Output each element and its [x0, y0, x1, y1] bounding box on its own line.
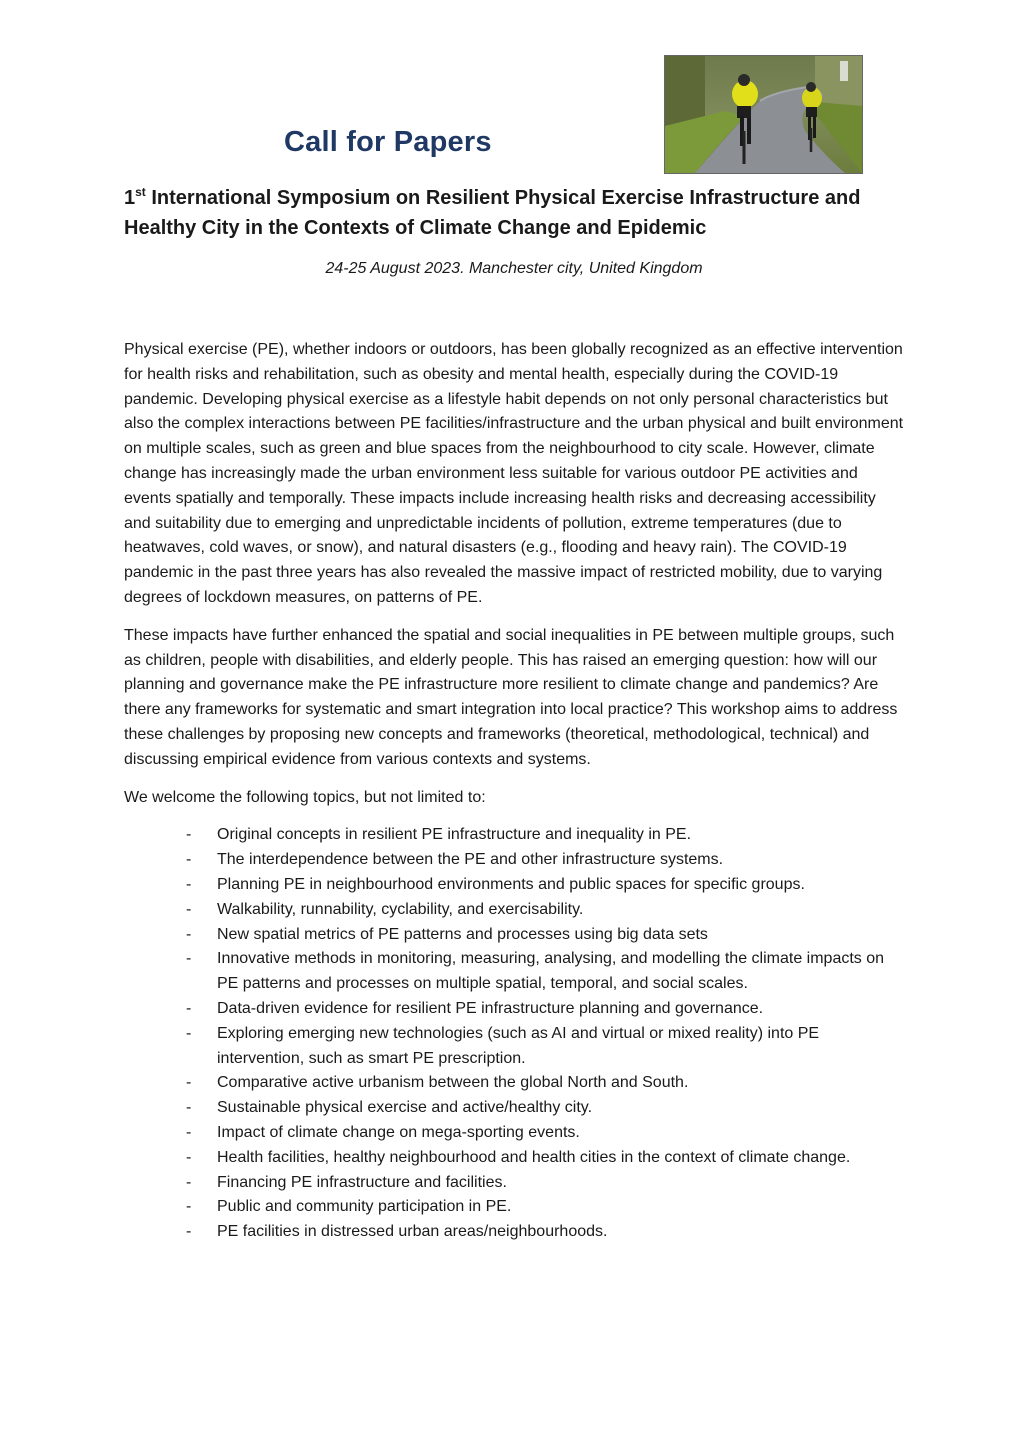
- list-item: [124, 1022, 904, 1072]
- list-item-text: Impact of climate change on mega-sporting events.: [217, 1123, 580, 1141]
- list-dash: -: [186, 1198, 192, 1216]
- list-item-text: Public and community participation in PE.: [217, 1198, 512, 1216]
- list-item-text: Data-driven evidence for resilient PE infrastructure planning and governance.: [217, 999, 764, 1017]
- list-item: [124, 1171, 904, 1196]
- list-dash: -: [186, 1173, 192, 1191]
- event-date-location: 24-25 August 2023. Manchester city, United Kingdom: [325, 260, 703, 277]
- symposium-title-text: International Symposium on Resilient Physical Exercise Infrastructure and Healthy City in the Contexts of Climate Change and Epidemic: [124, 187, 861, 239]
- list-dash: -: [186, 1024, 192, 1042]
- list-item-text: Planning PE in neighbourhood environments and public spaces for specific groups.: [217, 875, 805, 893]
- list-item-text: Walkability, runnability, cyclability, and exercisability.: [217, 900, 584, 918]
- list-item: [124, 1071, 904, 1096]
- main-body: [124, 338, 904, 1245]
- list-dash: -: [186, 1223, 192, 1241]
- list-item: [124, 1146, 904, 1171]
- list-dash: -: [186, 826, 192, 844]
- cyclists-photo: [664, 55, 863, 174]
- list-item-text: Exploring emerging new technologies (such as AI and virtual or mixed reality) into PE intervention, such as smart PE prescription.: [217, 1024, 820, 1067]
- page-title: Call for Papers: [284, 126, 492, 158]
- list-item: [124, 823, 904, 848]
- list-item: [124, 1096, 904, 1121]
- list-dash: -: [186, 1099, 192, 1117]
- list-item-text: Health facilities, healthy neighbourhood and health cities in the context of climate change.: [217, 1148, 851, 1166]
- list-item-text: Sustainable physical exercise and active/healthy city.: [217, 1099, 593, 1117]
- list-item-text: Innovative methods in monitoring, measuring, analysing, and modelling the climate impacts on PE patterns and processes on multiple spatial, temporal, and social scales.: [217, 950, 885, 993]
- list-dash: -: [186, 851, 192, 869]
- list-item: [124, 848, 904, 873]
- list-item: [124, 923, 904, 948]
- list-item-text: The interdependence between the PE and other infrastructure systems.: [217, 851, 724, 869]
- list-item-text: New spatial metrics of PE patterns and processes using big data sets: [217, 925, 708, 943]
- list-item: [124, 1195, 904, 1220]
- list-dash: -: [186, 875, 192, 893]
- list-item-text: Original concepts in resilient PE infrastructure and inequality in PE.: [217, 826, 692, 844]
- list-item: [124, 873, 904, 898]
- list-dash: -: [186, 1148, 192, 1166]
- intro-paragraph: Physical exercise (PE), whether indoors or outdoors, has been globally recognized as an effective intervention for health risks and rehabilitation, such as obesity and mental health, especially during the COVID-19 pandemic. Developing physical exercise as a lifestyle habit depends on not only personal characteristics but also the complex interactions between PE facilities/infrastructure and the urban physical and built environment on multiple scales, such as green and blue spaces from the neighbourhood to city scale. However, climate change has increasingly made the urban environment less suitable for various outdoor PE activities and events spatially and temporally. These impacts include increasing health risks and decreasing accessibility and suitability due to emerging and unpredictable incidents of pollution, extreme temperatures (due to heatwaves, cold waves, or snow), and natural disasters (e.g., flooding and heavy rain). The COVID-19 pandemic in the past three years has also revealed the massive impact of restricted mobility, due to varying degrees of lockdown measures, on patterns of PE.: [124, 341, 904, 606]
- symposium-ordinal-suffix: st: [135, 185, 146, 199]
- topics-intro: We welcome the following topics, but not limited to:: [124, 788, 486, 806]
- list-item: [124, 1121, 904, 1146]
- symposium-title: [124, 183, 914, 243]
- symposium-ordinal: 1: [124, 187, 136, 209]
- list-dash: -: [186, 925, 192, 943]
- list-dash: -: [186, 950, 192, 968]
- list-item: [124, 947, 904, 997]
- list-item: [124, 997, 904, 1022]
- list-item: [124, 898, 904, 923]
- list-dash: -: [186, 999, 192, 1017]
- list-dash: -: [186, 900, 192, 918]
- list-item-text: Comparative active urbanism between the global North and South.: [217, 1074, 689, 1092]
- challenges-paragraph: These impacts have further enhanced the spatial and social inequalities in PE between multiple groups, such as children, people with disabilities, and elderly people. This has raised an emerging question: how will our planning and governance make the PE infrastructure more resilient to climate change and pandemics? Are there any frameworks for systematic and smart integration into local practice? This workshop aims to address these challenges by proposing new concepts and frameworks (theoretical, methodological, technical) and discussing empirical evidence from various contexts and systems.: [124, 626, 898, 768]
- list-item-text: PE facilities in distressed urban areas/neighbourhoods.: [217, 1223, 608, 1241]
- list-dash: -: [186, 1123, 192, 1141]
- list-dash: -: [186, 1074, 192, 1092]
- list-item: [124, 1220, 904, 1245]
- topic-list: [124, 823, 904, 1245]
- list-item-text: Financing PE infrastructure and facilities.: [217, 1173, 507, 1191]
